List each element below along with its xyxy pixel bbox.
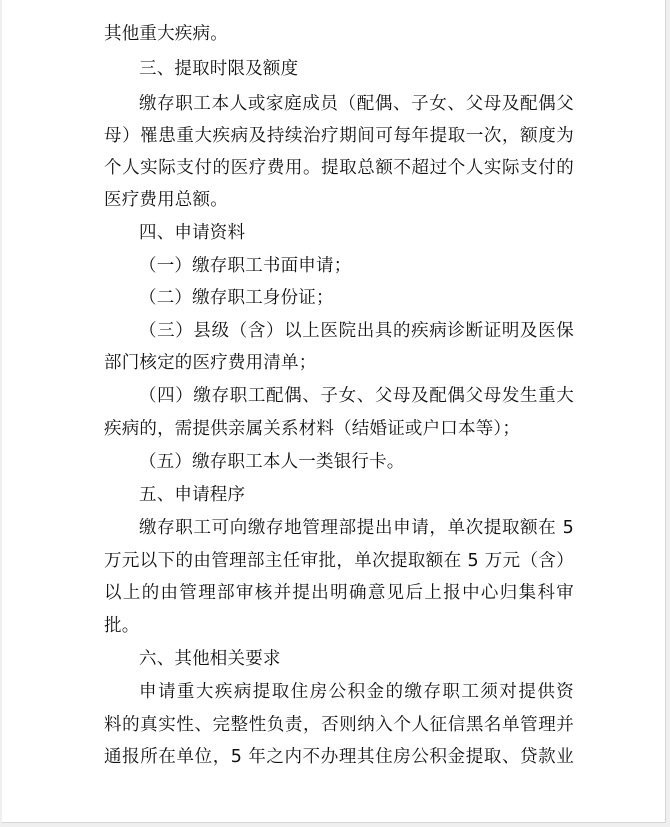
text-line: 疾病的，需提供亲属关系材料（结婚证或户口本等）；: [104, 419, 521, 439]
text-line: 部门核定的医疗费用清单；: [104, 353, 317, 373]
text-line: 缴存职工可向缴存地管理部提出申请，单次提取额在 5: [139, 518, 574, 538]
list-item: （三）县级（含）以上医院出具的疾病诊断证明及医保: [139, 321, 574, 341]
text-line: 缴存职工本人或家庭成员（配偶、子女、父母及配偶父: [139, 94, 574, 114]
section-heading: 四、申请资料: [139, 223, 246, 243]
list-item: （五）缴存职工本人一类银行卡。: [139, 452, 405, 472]
section-heading: 六、其他相关要求: [139, 649, 281, 669]
text-line: 以上的由管理部审核并提出明确意见后上报中心归集科审: [104, 583, 574, 603]
text-line: 医疗费用总额。: [104, 190, 228, 210]
text-line: 申请重大疾病提取住房公积金的缴存职工须对提供资: [139, 682, 574, 702]
text-line: 料的真实性、完整性负责，否则纳入个人征信黑名单管理并: [104, 715, 574, 735]
list-item: （四）缴存职工配偶、子女、父母及配偶父母发生重大: [139, 386, 574, 406]
text-line: 个人实际支付的医疗费用。提取总额不超过个人实际支付的: [104, 158, 574, 178]
section-heading: 五、申请程序: [139, 485, 246, 505]
list-item: （二）缴存职工身份证；: [139, 288, 334, 308]
text-line: 母）罹患重大疾病及持续治疗期间可每年提取一次，额度为: [104, 126, 574, 146]
text-line: 万元以下的由管理部主任审批，单次提取额在 5 万元（含）: [104, 551, 574, 571]
text-line: 通报所在单位，5 年之内不办理其住房公积金提取、贷款业: [104, 747, 574, 767]
text-line: 批。: [104, 616, 140, 636]
section-heading: 三、提取时限及额度: [139, 59, 299, 79]
document-page: [2, 0, 666, 823]
text-line: 其他重大疾病。: [104, 24, 228, 44]
list-item: （一）缴存职工书面申请；: [139, 256, 352, 276]
